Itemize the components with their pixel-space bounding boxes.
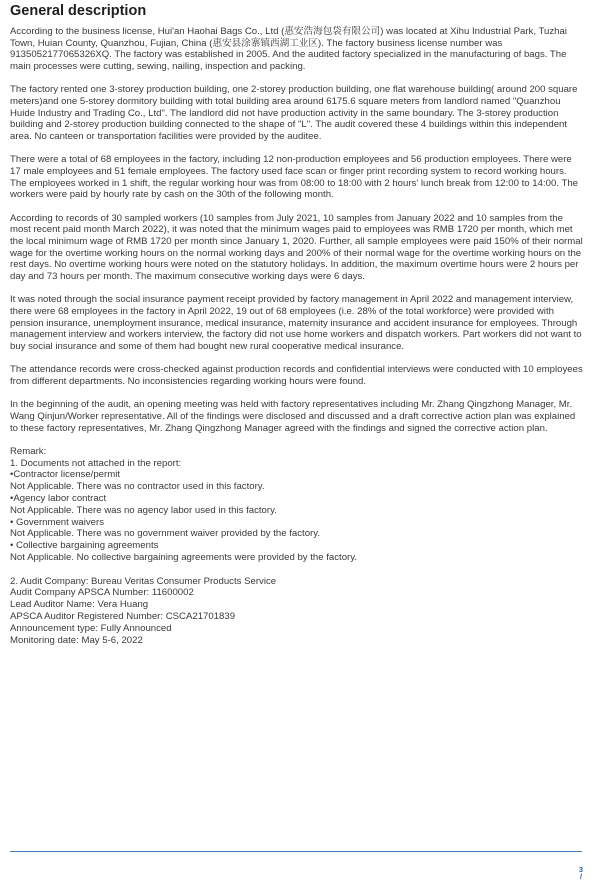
apsca-auditor-number: APSCA Auditor Registered Number: CSCA21701839 [10,611,236,623]
paragraph-business-license: According to the business license, Hui'an Haohai Bags Co., Ltd (惠安浩海包袋有限公司) was located at Xihu Industrial Park, Tuzhai Town, Huian County, Quanzhou, Fujian, China (惠安县涂寨镇西湖工业区). The factory business license number was 9135052177065326XQ. The factory was established in 2005. And the audited factory specialized in the manufacturing of bags. The main processes were cutting, sewing, nailing, inspection and packing. [10,26,567,73]
remark-item-note: Not Applicable. No collective bargaining agreements were provided by the factory. [10,552,357,564]
remark-section [10,446,584,647]
remark-section1-title: 1. Documents not attached in the report: [10,457,182,469]
paragraph-wages: According to records of 30 sampled workers (10 samples from July 2021, 10 samples from January 2022 and 10 samples from the most recent paid month March 2022), it was noted that the minimum wages paid to employees was RMB 1720 per month, which met the local minimum wage of RMB 1720 per month since January 1, 2020. Further, all sample employees were paid 150% of their normal wage for the overtime working hours on the normal working days and 200% of their normal wage for the overtime working hours on the rest days. No overtime working hours were noted on the statutory holidays. In addition, the maximum overtime hours were 2 hours per day and 73 hours per month. The maximum consecutive working days were 6 days. [10,212,583,283]
remark-item-note: Not Applicable. There was no agency labor used in this factory. [10,504,277,516]
remark-item-name: • Government waivers [10,516,104,528]
document-page [10,0,584,646]
page-number-value: 3 [578,865,584,874]
remark-label: Remark: [10,445,47,457]
announcement-type: Announcement type: Fully Announced [10,622,172,634]
paragraph-buildings: The factory rented one 3-storey production building, one 2-storey production building, one flat warehouse building( around 200 square meters)and one 5-storey dormitory building with total building area around 6175.6 square meters from landlord named "Quanzhou Huide Industry and Trading Co., Ltd". The landlord did not have production activity in the same boundary. The 3-storey production building and 2-storey production building connected to the shape of "L". The audit covered these 4 buildings within this independent area. No canteen or transportation facilities were provided by the auditee. [10,84,578,143]
remark-item-name: •Contractor license/permit [10,469,120,481]
monitoring-date: Monitoring date: May 5-6, 2022 [10,634,143,646]
paragraph-opening-meeting: In the beginning of the audit, an opening meeting was held with factory representatives including Mr. Zhang Qingzhong Manager, Mr. Wang Qinjun/Worker representative. All of the findings were disclosed and discussed and a draft corrective action plan was explained to these factory representatives, Mr. Zhang Qingzhong Manager agreed with the findings and signed the corrective action plan. [10,399,576,434]
remark-item-name: • Collective bargaining agreements [10,540,159,552]
remark-item-note: Not Applicable. There was no government waiver provided by the factory. [10,528,321,540]
lead-auditor-name: Lead Auditor Name: Vera Huang [10,599,149,611]
paragraph-attendance: The attendance records were cross-checked against production records and confidential interviews were conducted with 10 employees from different departments. No inconsistencies regarding working hours were found. [10,364,583,388]
paragraph-employees: There were a total of 68 employees in the factory, including 12 non-production employees and 56 production employees. There were 17 male employees and 51 female employees. The factory used face scan or finger print recording system to record working hours. The employees worked in 1 shift, the regular working hour was from 08:00 to 18:00 with 2 hours' lunch break from 12:00 to 14:00. The workers were paid by hourly rate by cash on the 30th of the following month. [10,154,578,201]
audit-company-apsca-number: Audit Company APSCA Number: 11600002 [10,587,194,599]
footer-divider [10,851,582,852]
audit-company: 2. Audit Company: Bureau Veritas Consumer Products Service [10,575,277,587]
paragraph-social-insurance: It was noted through the social insurance payment receipt provided by factory management in April 2022 and management interview, there were 68 employees in the factory in April 2022, 19 out of 68 employees (i.e. 28% of the total workforce) were provided with pension insurance, unemployment insurance, medical insurance, maternity insurance and accident insurance for employees. Through management interview and workers interview, the factory did not use home workers and dispatch workers. Part workers did not want to buy social insurance and some of them had bought new rural cooperative medical insurance. [10,294,582,353]
page-title: General description [10,3,147,19]
page-number [577,866,585,880]
page-number-suffix: / [579,872,583,881]
remark-item-name: •Agency labor contract [10,493,107,505]
remark-item-note: Not Applicable. There was no contractor used in this factory. [10,481,265,493]
